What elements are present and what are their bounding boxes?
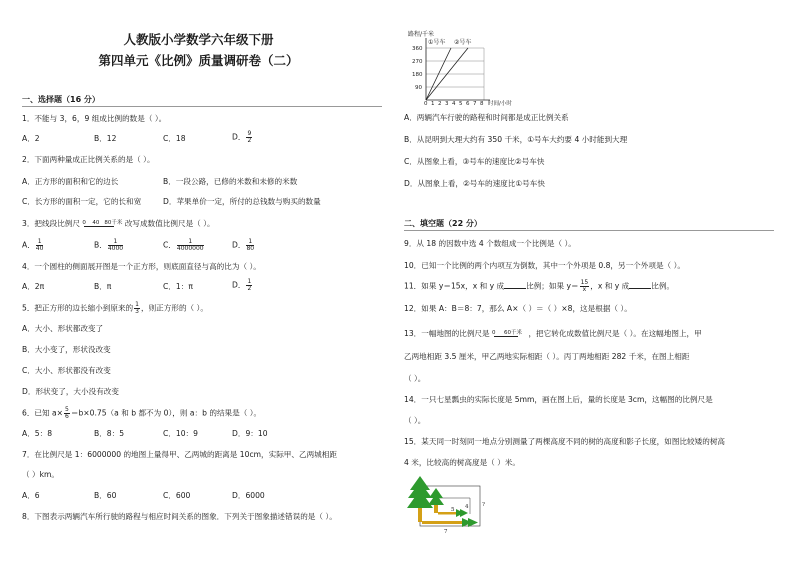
short-height-label: 4 (465, 504, 469, 510)
q5-option-c: C．大小、形状都没有改变 (22, 366, 111, 375)
trees-shadow-illustration (406, 474, 488, 536)
q2-option-a: A．正方形的面积和它的边长 (22, 177, 119, 186)
page-title: 人教版小学数学六年级下册 (123, 32, 274, 47)
q2-option-b: B．一段公路，已修的米数和未修的米数 (163, 177, 298, 186)
tall-tree-shadow (422, 521, 462, 524)
graph-y-tick: 90 (415, 85, 422, 91)
q13-scale-bar: 0 60千米 (492, 330, 523, 336)
q1-option-b: B．12 (94, 134, 117, 143)
q13-stem-line3: （ ）。 (404, 374, 426, 383)
q8-option-d: D．从图象上看，②号车的速度比①号车快 (404, 179, 545, 188)
q1-option-c: C．18 (163, 134, 186, 143)
graph-x-tick: 0 (424, 101, 428, 106)
graph-x-tick: 3 (445, 101, 449, 106)
tall-height-label: ? (482, 502, 485, 508)
graph-x-label: 时间/小时 (488, 101, 512, 106)
q6-option-b: B．8：5 (94, 429, 125, 438)
q2-option-d: D．苹果单价一定，所付的总钱数与购买的数量 (163, 197, 321, 206)
q15-stem-line1: 15．某天同一时刻同一地点分别测量了两棵高度不同的树的高度和影子长度，如图比较矮的树高 (404, 437, 726, 446)
q7-stem-line2: （ ）km。 (22, 470, 59, 479)
q13-stem-line2: 乙两地相距 3.5 厘米，甲乙两地实际相距（ ）。丙丁两地相距 282 千米，在图上相距 (404, 352, 690, 361)
graph-y-tick: 360 (412, 46, 423, 52)
graph-x-tick: 8 (480, 101, 484, 106)
graph-x-tick: 7 (473, 101, 477, 106)
graph-grid (426, 48, 484, 100)
q6-stem: 6．已知 a× $\frac{5}{6}$ ＝b×0.75（a 和 b 都不为 0），则 a：b 的结果是（ ）。 (22, 406, 262, 420)
q3-option-b: B． $\frac{1}{4000}$ (94, 238, 124, 252)
tall-shadow-label: 7 (444, 529, 448, 535)
q7-option-a: A．6 (22, 491, 40, 500)
q5-option-b: B．大小变了，形状没改变 (22, 345, 111, 354)
q7-option-c: C．600 (163, 491, 191, 500)
q6-option-d: D．9：10 (232, 429, 268, 438)
q1-stem: 1．不能与 3，6，9 组成比例的数是（ ）。 (22, 114, 167, 123)
divider (404, 230, 774, 231)
q9-stem: 9．从 18 的因数中选 4 个数组成一个比例是（ ）。 (404, 239, 576, 248)
q8-option-a: A．两辆汽车行驶的路程和时间都是成正比例关系 (404, 113, 569, 122)
divider (22, 106, 382, 107)
q3-option-d: D． $\frac{1}{80}$ (232, 238, 255, 252)
q6-option-a: A．5：8 (22, 429, 53, 438)
q3-scale-bar: 0 40 80千米 (82, 220, 123, 226)
q8-option-b: B．从昆明到大理大约有 350 千米，①号车大约要 4 小时能到大理 (404, 135, 628, 144)
q6-option-c: C．10：9 (163, 429, 198, 438)
graph-legend-2: ②号车 (454, 39, 472, 46)
q4-stem: 4．一个圆柱的侧面展开图是一个正方形，则底面直径与高的比为（ ）。 (22, 262, 261, 271)
q12-stem: 12．如果 A：B＝8：7，那么 A×（ ）＝（ ）×8，这是根据（ ）。 (404, 304, 632, 313)
q5-option-a: A．大小、形状都改变了 (22, 324, 104, 333)
q8-stem: 8．下图表示两辆汽车所行驶的路程与相应时间关系的图象．下列关于图象描述错误的是（ ）。 (22, 512, 337, 521)
distance-time-graph (404, 28, 524, 106)
graph-x-tick: 2 (438, 101, 442, 106)
q4-option-b: B．π (94, 282, 112, 291)
q7-option-d: D．6000 (232, 491, 265, 500)
q10-stem: 10．已知一个比例的两个内项互为倒数，其中一个外项是 0.8，另一个外项是（ ）。 (404, 261, 685, 270)
q15-stem-line2: 4 米，比较高的树高度是（ ）米。 (404, 458, 520, 467)
q1-option-d: D． $\frac{9}{2}$ (232, 130, 252, 144)
q2-stem: 2．下面两种量成正比例关系的是（ ）。 (22, 155, 155, 164)
q1-option-a: A．2 (22, 134, 40, 143)
q14-stem-line1: 14．一只七星瓢虫的实际长度是 5mm，画在图上后，量的长度是 3cm，这幅图的比例尺是 (404, 395, 713, 404)
q11-stem: 11．如果 y＝15x，x 和 y 成 比例；如果 y＝ $\frac{15}{x}$ ，x 和 y 成 比例。 (404, 279, 675, 293)
graph-x-tick: 5 (459, 101, 463, 106)
section-choice-heading: 一、选择题（16 分） (22, 95, 100, 104)
graph-x-tick: 4 (452, 101, 456, 106)
q3-option-c: C． $\frac{1}{4000000}$ (163, 238, 204, 252)
q7-option-b: B．60 (94, 491, 117, 500)
q14-stem-line2: （ ）。 (404, 416, 426, 425)
graph-y-tick: 270 (412, 59, 423, 65)
q2-option-c: C．长方形的面积一定，它的长和宽 (22, 197, 142, 206)
page-subtitle: 第四单元《比例》质量调研卷（二） (98, 53, 299, 68)
q13-stem-line1: 13．一幅地图的比例尺是 0 60千米 ，把它转化成数值比例尺是（ ）。在这幅地图上，甲 (404, 329, 702, 338)
q8-option-c: C．从图象上看，③号车的速度比②号车快 (404, 157, 545, 166)
section-fill-heading: 二、填空题（22 分） (404, 219, 482, 228)
q5-stem: 5．把正方形的边长缩小到原来的 $\frac{1}{3}$ ，则正方形的（ ）。 (22, 301, 208, 315)
graph-legend-1: ①号车 (428, 39, 446, 46)
q3-option-a: A． $\frac{1}{40}$ (22, 238, 44, 252)
q4-option-c: C．1：π (163, 282, 193, 291)
graph-x-tick: 1 (431, 101, 435, 106)
q5-option-d: D．形状变了，大小没有改变 (22, 387, 119, 396)
q7-stem-line1: 7．在比例尺是 1：6000000 的地图上量得甲、乙两城的距离是 10cm，实际甲、乙两城相距 (22, 450, 337, 459)
q4-option-a: A．2π (22, 282, 45, 291)
short-shadow-label: 5 (451, 507, 455, 513)
graph-x-tick: 6 (466, 101, 470, 106)
graph-y-tick: 180 (412, 72, 423, 78)
q3-stem: 3．把线段比例尺 0 40 80千米 改写成数值比例尺是（ ）。 (22, 219, 215, 228)
graph-y-label: 路程/千米 (408, 31, 435, 38)
q4-option-d: D． $\frac{1}{2}$ (232, 278, 252, 292)
